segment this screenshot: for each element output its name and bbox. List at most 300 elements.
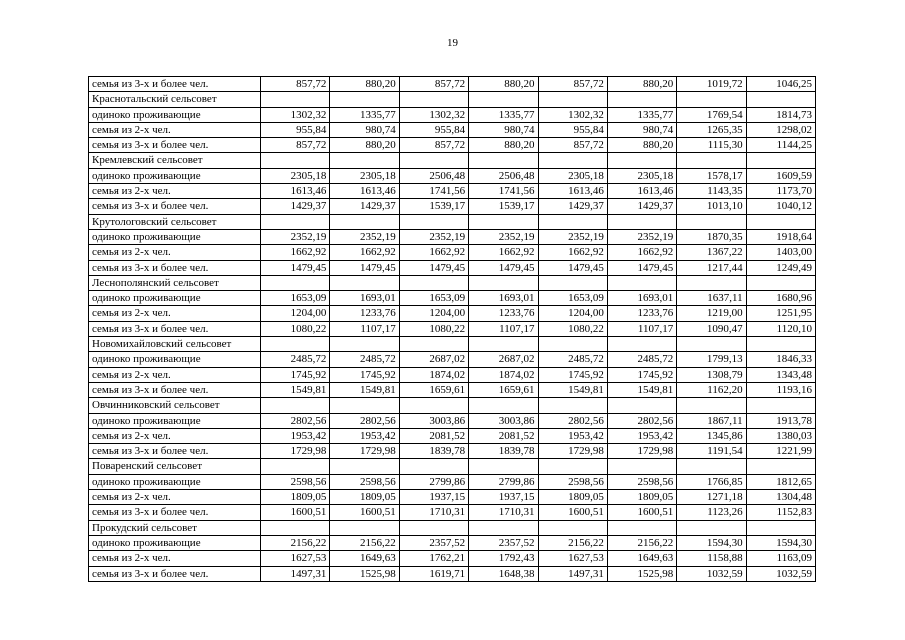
empty-cell bbox=[607, 337, 676, 352]
value-cell: 2802,56 bbox=[607, 413, 676, 428]
row-label: семья из 2-х чел. bbox=[89, 490, 261, 505]
empty-cell bbox=[607, 275, 676, 290]
row-label: семья из 2-х чел. bbox=[89, 306, 261, 321]
value-cell: 1953,42 bbox=[261, 428, 330, 443]
value-cell: 1839,78 bbox=[399, 444, 468, 459]
value-cell: 2081,52 bbox=[469, 428, 538, 443]
value-cell: 1143,35 bbox=[677, 184, 746, 199]
table-row bbox=[89, 184, 816, 199]
value-cell: 1173,70 bbox=[746, 184, 815, 199]
value-cell: 1233,76 bbox=[469, 306, 538, 321]
value-cell: 2485,72 bbox=[330, 352, 399, 367]
row-label: семья из 3-х и более чел. bbox=[89, 566, 261, 581]
value-cell: 1741,56 bbox=[399, 184, 468, 199]
value-cell: 2156,22 bbox=[330, 535, 399, 550]
row-label: семья из 2-х чел. bbox=[89, 245, 261, 260]
value-cell: 880,20 bbox=[469, 77, 538, 92]
empty-cell bbox=[538, 398, 607, 413]
value-cell: 1429,37 bbox=[261, 199, 330, 214]
value-cell: 1613,46 bbox=[607, 184, 676, 199]
value-cell: 1600,51 bbox=[261, 505, 330, 520]
empty-cell bbox=[330, 275, 399, 290]
value-cell: 1335,77 bbox=[607, 107, 676, 122]
value-cell: 1870,35 bbox=[677, 229, 746, 244]
value-cell: 1403,00 bbox=[746, 245, 815, 260]
row-label: одиноко проживающие bbox=[89, 168, 261, 183]
value-cell: 1144,25 bbox=[746, 138, 815, 153]
empty-cell bbox=[469, 459, 538, 474]
value-cell: 1729,98 bbox=[261, 444, 330, 459]
value-cell: 1609,59 bbox=[746, 168, 815, 183]
value-cell: 1649,63 bbox=[607, 551, 676, 566]
table-row bbox=[89, 352, 816, 367]
value-cell: 2357,52 bbox=[399, 535, 468, 550]
empty-cell bbox=[330, 214, 399, 229]
empty-cell bbox=[607, 214, 676, 229]
value-cell: 1693,01 bbox=[607, 291, 676, 306]
value-cell: 1637,11 bbox=[677, 291, 746, 306]
table-row bbox=[89, 138, 816, 153]
empty-cell bbox=[746, 459, 815, 474]
value-cell: 1335,77 bbox=[330, 107, 399, 122]
value-cell: 955,84 bbox=[399, 122, 468, 137]
value-cell: 1115,30 bbox=[677, 138, 746, 153]
empty-cell bbox=[399, 459, 468, 474]
empty-cell bbox=[677, 153, 746, 168]
value-cell: 1343,48 bbox=[746, 367, 815, 382]
value-cell: 1032,59 bbox=[746, 566, 815, 581]
section-title: Леснополянский сельсовет bbox=[89, 275, 261, 290]
value-cell: 1298,02 bbox=[746, 122, 815, 137]
value-cell: 857,72 bbox=[538, 77, 607, 92]
value-cell: 1769,54 bbox=[677, 107, 746, 122]
value-cell: 3003,86 bbox=[399, 413, 468, 428]
value-cell: 3003,86 bbox=[469, 413, 538, 428]
value-cell: 1741,56 bbox=[469, 184, 538, 199]
empty-cell bbox=[538, 275, 607, 290]
row-label: семья из 3-х и более чел. bbox=[89, 138, 261, 153]
empty-cell bbox=[469, 92, 538, 107]
section-row bbox=[89, 153, 816, 168]
row-label: одиноко проживающие bbox=[89, 229, 261, 244]
table-row bbox=[89, 199, 816, 214]
value-cell: 1265,35 bbox=[677, 122, 746, 137]
empty-cell bbox=[607, 459, 676, 474]
table-row bbox=[89, 382, 816, 397]
empty-cell bbox=[399, 275, 468, 290]
value-cell: 1662,92 bbox=[261, 245, 330, 260]
empty-cell bbox=[261, 214, 330, 229]
value-cell: 1662,92 bbox=[538, 245, 607, 260]
value-cell: 1710,31 bbox=[399, 505, 468, 520]
row-label: одиноко проживающие bbox=[89, 413, 261, 428]
row-label: семья из 2-х чел. bbox=[89, 428, 261, 443]
empty-cell bbox=[677, 92, 746, 107]
value-cell: 1549,81 bbox=[261, 382, 330, 397]
row-label: семья из 3-х и более чел. bbox=[89, 260, 261, 275]
row-label: семья из 3-х и более чел. bbox=[89, 77, 261, 92]
value-cell: 1193,16 bbox=[746, 382, 815, 397]
value-cell: 1653,09 bbox=[261, 291, 330, 306]
value-cell: 2352,19 bbox=[538, 229, 607, 244]
value-cell: 1729,98 bbox=[538, 444, 607, 459]
value-cell: 1613,46 bbox=[330, 184, 399, 199]
value-cell: 2305,18 bbox=[261, 168, 330, 183]
empty-cell bbox=[746, 153, 815, 168]
value-cell: 1762,21 bbox=[399, 551, 468, 566]
value-cell: 1594,30 bbox=[746, 535, 815, 550]
value-cell: 2156,22 bbox=[261, 535, 330, 550]
empty-cell bbox=[746, 92, 815, 107]
value-cell: 1380,03 bbox=[746, 428, 815, 443]
value-cell: 2305,18 bbox=[538, 168, 607, 183]
value-cell: 1080,22 bbox=[538, 321, 607, 336]
value-cell: 1648,38 bbox=[469, 566, 538, 581]
empty-cell bbox=[677, 520, 746, 535]
value-cell: 1659,61 bbox=[469, 382, 538, 397]
section-title: Крутологовский сельсовет bbox=[89, 214, 261, 229]
value-cell: 2485,72 bbox=[607, 352, 676, 367]
value-cell: 980,74 bbox=[330, 122, 399, 137]
table-row bbox=[89, 107, 816, 122]
value-cell: 2352,19 bbox=[399, 229, 468, 244]
value-cell: 1090,47 bbox=[677, 321, 746, 336]
value-cell: 1613,46 bbox=[261, 184, 330, 199]
value-cell: 2485,72 bbox=[261, 352, 330, 367]
value-cell: 1729,98 bbox=[607, 444, 676, 459]
page-number: 19 bbox=[447, 37, 458, 49]
value-cell: 2506,48 bbox=[469, 168, 538, 183]
empty-cell bbox=[330, 92, 399, 107]
value-cell: 1302,32 bbox=[261, 107, 330, 122]
value-cell: 1600,51 bbox=[607, 505, 676, 520]
value-cell: 1745,92 bbox=[607, 367, 676, 382]
value-cell: 1693,01 bbox=[330, 291, 399, 306]
value-cell: 1233,76 bbox=[330, 306, 399, 321]
value-cell: 857,72 bbox=[399, 138, 468, 153]
value-cell: 2799,86 bbox=[469, 474, 538, 489]
empty-cell bbox=[330, 398, 399, 413]
value-cell: 1918,64 bbox=[746, 229, 815, 244]
value-cell: 1792,43 bbox=[469, 551, 538, 566]
section-title: Поваренский сельсовет bbox=[89, 459, 261, 474]
value-cell: 1080,22 bbox=[261, 321, 330, 336]
empty-cell bbox=[399, 520, 468, 535]
empty-cell bbox=[538, 459, 607, 474]
value-cell: 1745,92 bbox=[261, 367, 330, 382]
section-row bbox=[89, 459, 816, 474]
value-cell: 2156,22 bbox=[607, 535, 676, 550]
section-title: Новомихайловский сельсовет bbox=[89, 337, 261, 352]
value-cell: 1594,30 bbox=[677, 535, 746, 550]
table-row bbox=[89, 245, 816, 260]
section-row bbox=[89, 214, 816, 229]
value-cell: 1549,81 bbox=[538, 382, 607, 397]
value-cell: 1120,10 bbox=[746, 321, 815, 336]
table-row bbox=[89, 474, 816, 489]
value-cell: 2598,56 bbox=[607, 474, 676, 489]
table-row bbox=[89, 168, 816, 183]
row-label: одиноко проживающие bbox=[89, 474, 261, 489]
value-cell: 1345,86 bbox=[677, 428, 746, 443]
value-cell: 2357,52 bbox=[469, 535, 538, 550]
value-cell: 1867,11 bbox=[677, 413, 746, 428]
empty-cell bbox=[469, 275, 538, 290]
empty-cell bbox=[607, 153, 676, 168]
value-cell: 1429,37 bbox=[330, 199, 399, 214]
section-row bbox=[89, 92, 816, 107]
value-cell: 1123,26 bbox=[677, 505, 746, 520]
empty-cell bbox=[538, 337, 607, 352]
empty-cell bbox=[538, 92, 607, 107]
table-row bbox=[89, 367, 816, 382]
empty-cell bbox=[261, 398, 330, 413]
value-cell: 1874,02 bbox=[399, 367, 468, 382]
section-row bbox=[89, 398, 816, 413]
value-cell: 880,20 bbox=[330, 138, 399, 153]
value-cell: 1335,77 bbox=[469, 107, 538, 122]
value-cell: 1913,78 bbox=[746, 413, 815, 428]
value-cell: 1152,83 bbox=[746, 505, 815, 520]
value-cell: 880,20 bbox=[469, 138, 538, 153]
value-cell: 1219,00 bbox=[677, 306, 746, 321]
row-label: семья из 3-х и более чел. bbox=[89, 382, 261, 397]
empty-cell bbox=[330, 520, 399, 535]
value-cell: 980,74 bbox=[469, 122, 538, 137]
table-row bbox=[89, 413, 816, 428]
value-cell: 1812,65 bbox=[746, 474, 815, 489]
value-cell: 857,72 bbox=[538, 138, 607, 153]
value-cell: 1539,17 bbox=[469, 199, 538, 214]
value-cell: 1107,17 bbox=[469, 321, 538, 336]
value-cell: 1937,15 bbox=[469, 490, 538, 505]
table-row bbox=[89, 321, 816, 336]
value-cell: 1814,73 bbox=[746, 107, 815, 122]
value-cell: 1613,46 bbox=[538, 184, 607, 199]
value-cell: 1080,22 bbox=[399, 321, 468, 336]
value-cell: 1019,72 bbox=[677, 77, 746, 92]
value-cell: 2305,18 bbox=[330, 168, 399, 183]
value-cell: 1627,53 bbox=[538, 551, 607, 566]
table-row bbox=[89, 444, 816, 459]
table-row bbox=[89, 306, 816, 321]
value-cell: 1937,15 bbox=[399, 490, 468, 505]
section-title: Краснотальский сельсовет bbox=[89, 92, 261, 107]
empty-cell bbox=[330, 459, 399, 474]
row-label: семья из 3-х и более чел. bbox=[89, 444, 261, 459]
value-cell: 1217,44 bbox=[677, 260, 746, 275]
value-cell: 1649,63 bbox=[330, 551, 399, 566]
value-cell: 1745,92 bbox=[330, 367, 399, 382]
value-cell: 1846,33 bbox=[746, 352, 815, 367]
value-cell: 1204,00 bbox=[261, 306, 330, 321]
value-cell: 1662,92 bbox=[399, 245, 468, 260]
empty-cell bbox=[261, 337, 330, 352]
row-label: одиноко проживающие bbox=[89, 291, 261, 306]
value-cell: 1497,31 bbox=[261, 566, 330, 581]
empty-cell bbox=[607, 398, 676, 413]
value-cell: 1479,45 bbox=[261, 260, 330, 275]
value-cell: 1302,32 bbox=[399, 107, 468, 122]
row-label: семья из 3-х и более чел. bbox=[89, 321, 261, 336]
table-row bbox=[89, 77, 816, 92]
empty-cell bbox=[677, 398, 746, 413]
value-cell: 1729,98 bbox=[330, 444, 399, 459]
empty-cell bbox=[399, 398, 468, 413]
row-label: семья из 2-х чел. bbox=[89, 551, 261, 566]
row-label: семья из 2-х чел. bbox=[89, 367, 261, 382]
value-cell: 1308,79 bbox=[677, 367, 746, 382]
value-cell: 1479,45 bbox=[538, 260, 607, 275]
section-title: Кремлевский сельсовет bbox=[89, 153, 261, 168]
empty-cell bbox=[330, 337, 399, 352]
empty-cell bbox=[469, 398, 538, 413]
table-row bbox=[89, 566, 816, 581]
table-row bbox=[89, 428, 816, 443]
value-cell: 2485,72 bbox=[538, 352, 607, 367]
value-cell: 857,72 bbox=[261, 138, 330, 153]
empty-cell bbox=[677, 459, 746, 474]
section-row bbox=[89, 337, 816, 352]
value-cell: 1302,32 bbox=[538, 107, 607, 122]
value-cell: 1600,51 bbox=[330, 505, 399, 520]
value-cell: 1040,12 bbox=[746, 199, 815, 214]
empty-cell bbox=[261, 153, 330, 168]
table-row bbox=[89, 260, 816, 275]
empty-cell bbox=[746, 398, 815, 413]
empty-cell bbox=[746, 520, 815, 535]
value-cell: 1662,92 bbox=[330, 245, 399, 260]
value-cell: 857,72 bbox=[399, 77, 468, 92]
empty-cell bbox=[607, 92, 676, 107]
empty-cell bbox=[399, 337, 468, 352]
value-cell: 2506,48 bbox=[399, 168, 468, 183]
value-cell: 2598,56 bbox=[538, 474, 607, 489]
value-cell: 1233,76 bbox=[607, 306, 676, 321]
empty-cell bbox=[399, 92, 468, 107]
value-cell: 1809,05 bbox=[261, 490, 330, 505]
empty-cell bbox=[261, 520, 330, 535]
value-cell: 2305,18 bbox=[607, 168, 676, 183]
value-cell: 1809,05 bbox=[538, 490, 607, 505]
value-cell: 1158,88 bbox=[677, 551, 746, 566]
value-cell: 1549,81 bbox=[330, 382, 399, 397]
value-cell: 1953,42 bbox=[607, 428, 676, 443]
empty-cell bbox=[261, 459, 330, 474]
value-cell: 1525,98 bbox=[330, 566, 399, 581]
value-cell: 880,20 bbox=[607, 138, 676, 153]
value-cell: 1013,10 bbox=[677, 199, 746, 214]
row-label: одиноко проживающие bbox=[89, 107, 261, 122]
value-cell: 1525,98 bbox=[607, 566, 676, 581]
empty-cell bbox=[538, 153, 607, 168]
value-cell: 1600,51 bbox=[538, 505, 607, 520]
value-cell: 2081,52 bbox=[399, 428, 468, 443]
value-cell: 1539,17 bbox=[399, 199, 468, 214]
value-cell: 1809,05 bbox=[330, 490, 399, 505]
value-cell: 1479,45 bbox=[399, 260, 468, 275]
value-cell: 2156,22 bbox=[538, 535, 607, 550]
value-cell: 2802,56 bbox=[261, 413, 330, 428]
value-cell: 1680,96 bbox=[746, 291, 815, 306]
value-cell: 1162,20 bbox=[677, 382, 746, 397]
value-cell: 955,84 bbox=[261, 122, 330, 137]
value-cell: 1032,59 bbox=[677, 566, 746, 581]
section-title: Прокудский сельсовет bbox=[89, 520, 261, 535]
row-label: семья из 2-х чел. bbox=[89, 122, 261, 137]
value-cell: 2687,02 bbox=[469, 352, 538, 367]
value-cell: 1304,48 bbox=[746, 490, 815, 505]
value-cell: 1221,99 bbox=[746, 444, 815, 459]
table-row bbox=[89, 535, 816, 550]
table-row bbox=[89, 505, 816, 520]
value-cell: 980,74 bbox=[607, 122, 676, 137]
value-cell: 1809,05 bbox=[607, 490, 676, 505]
table-row bbox=[89, 122, 816, 137]
section-title: Овчинниковский сельсовет bbox=[89, 398, 261, 413]
value-cell: 1191,54 bbox=[677, 444, 746, 459]
empty-cell bbox=[746, 275, 815, 290]
value-cell: 2352,19 bbox=[607, 229, 676, 244]
value-cell: 1204,00 bbox=[538, 306, 607, 321]
value-cell: 1710,31 bbox=[469, 505, 538, 520]
empty-cell bbox=[399, 153, 468, 168]
row-label: семья из 3-х и более чел. bbox=[89, 505, 261, 520]
value-cell: 1479,45 bbox=[607, 260, 676, 275]
value-cell: 1874,02 bbox=[469, 367, 538, 382]
value-cell: 1046,25 bbox=[746, 77, 815, 92]
value-cell: 1497,31 bbox=[538, 566, 607, 581]
value-cell: 2352,19 bbox=[330, 229, 399, 244]
row-label: одиноко проживающие bbox=[89, 352, 261, 367]
value-cell: 1953,42 bbox=[538, 428, 607, 443]
empty-cell bbox=[607, 520, 676, 535]
value-cell: 1578,17 bbox=[677, 168, 746, 183]
empty-cell bbox=[538, 214, 607, 229]
value-cell: 1204,00 bbox=[399, 306, 468, 321]
value-cell: 1619,71 bbox=[399, 566, 468, 581]
value-cell: 1249,49 bbox=[746, 260, 815, 275]
value-cell: 1953,42 bbox=[330, 428, 399, 443]
value-cell: 2802,56 bbox=[538, 413, 607, 428]
section-row bbox=[89, 520, 816, 535]
row-label: семья из 3-х и более чел. bbox=[89, 199, 261, 214]
empty-cell bbox=[261, 92, 330, 107]
value-cell: 2352,19 bbox=[469, 229, 538, 244]
empty-cell bbox=[399, 214, 468, 229]
table-row bbox=[89, 291, 816, 306]
value-cell: 880,20 bbox=[607, 77, 676, 92]
empty-cell bbox=[538, 520, 607, 535]
table-row bbox=[89, 490, 816, 505]
value-cell: 1662,92 bbox=[469, 245, 538, 260]
empty-cell bbox=[330, 153, 399, 168]
table-body bbox=[89, 77, 816, 582]
empty-cell bbox=[746, 337, 815, 352]
value-cell: 1271,18 bbox=[677, 490, 746, 505]
value-cell: 1662,92 bbox=[607, 245, 676, 260]
tariff-table bbox=[88, 76, 816, 582]
row-label: одиноко проживающие bbox=[89, 535, 261, 550]
empty-cell bbox=[677, 275, 746, 290]
value-cell: 955,84 bbox=[538, 122, 607, 137]
row-label: семья из 2-х чел. bbox=[89, 184, 261, 199]
value-cell: 1251,95 bbox=[746, 306, 815, 321]
value-cell: 2598,56 bbox=[261, 474, 330, 489]
value-cell: 2802,56 bbox=[330, 413, 399, 428]
value-cell: 1693,01 bbox=[469, 291, 538, 306]
value-cell: 1653,09 bbox=[538, 291, 607, 306]
